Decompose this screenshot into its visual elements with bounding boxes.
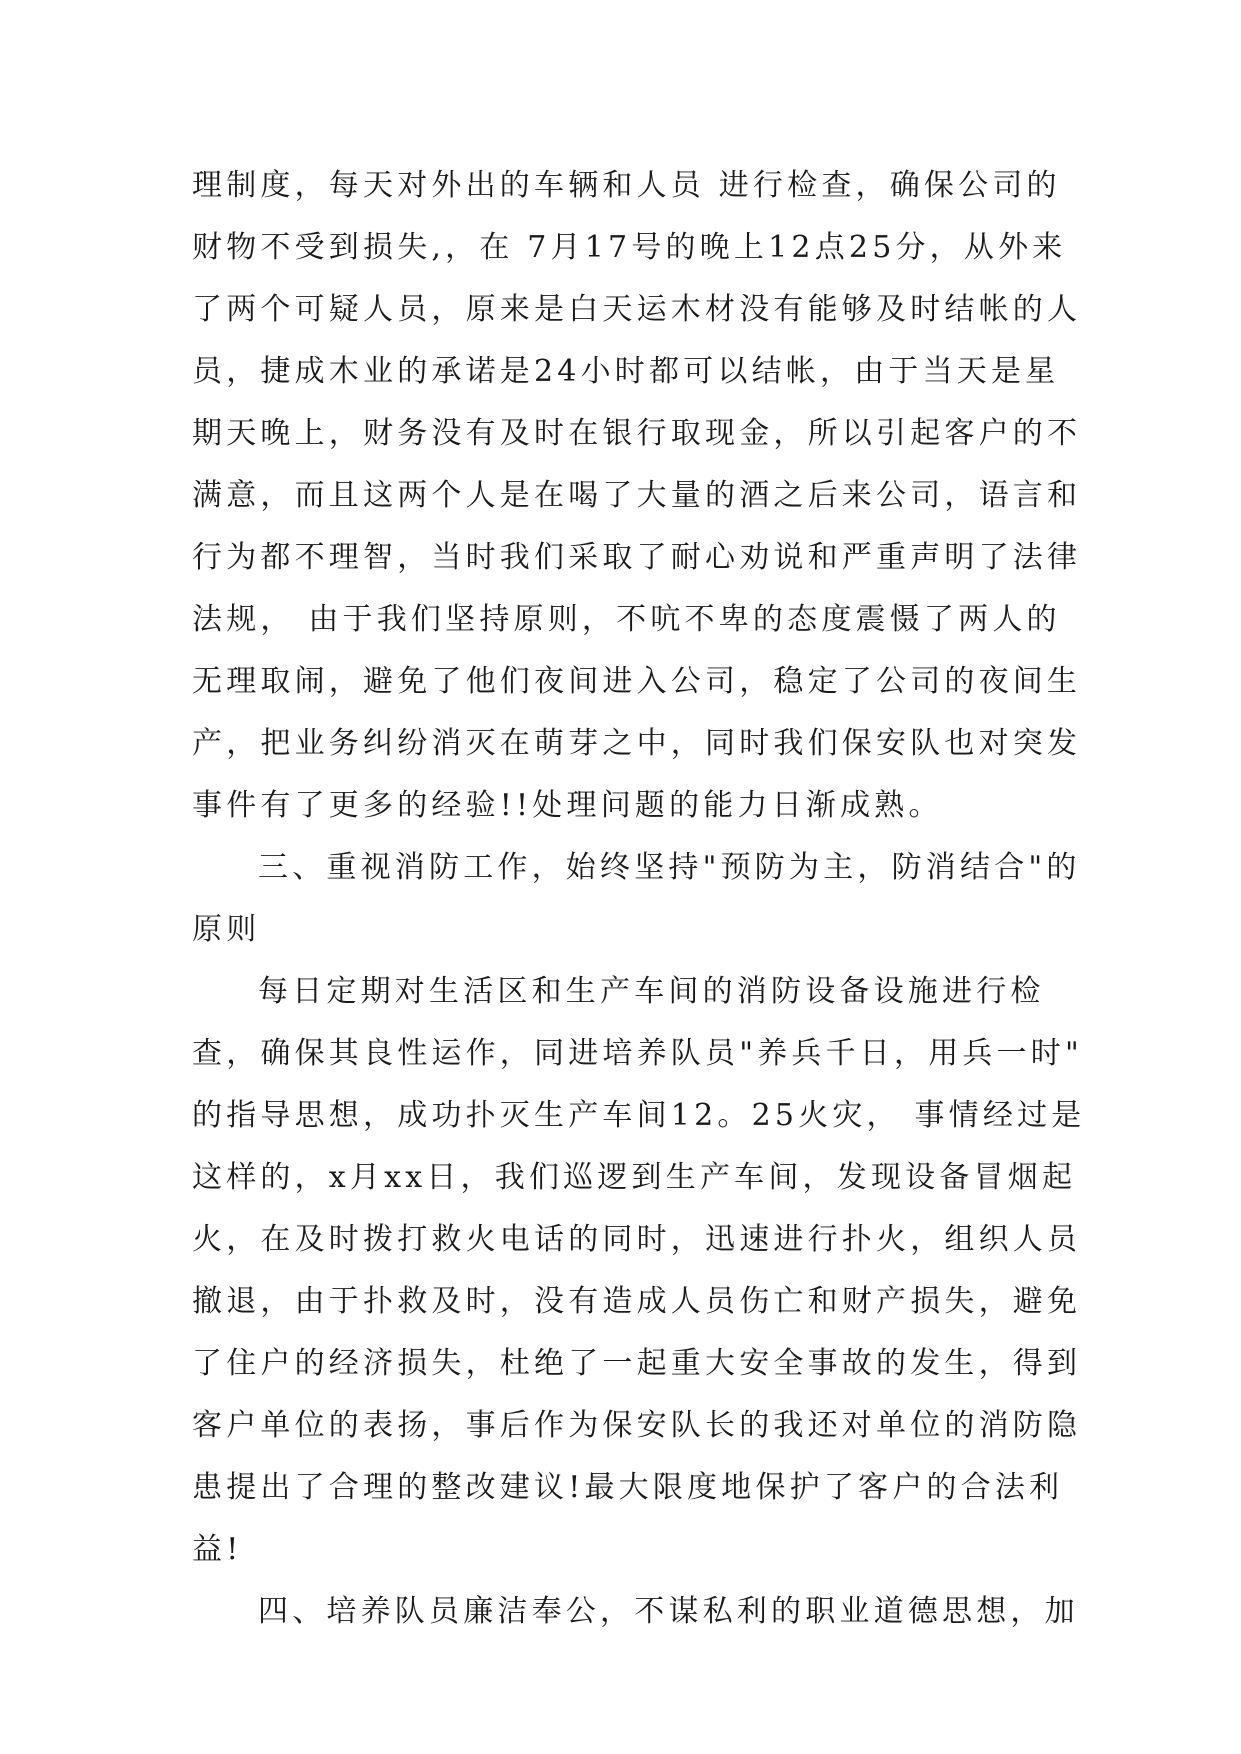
text-line: 查，确保其良性运作，同进培养队员"养兵千日，用兵一时" — [192, 1036, 1083, 1071]
text-line: 无理取闹，避免了他们夜间进入公司，稳定了公司的夜间生 — [192, 664, 1082, 699]
text-line: 这样的，x月xx日，我们巡逻到生产车间，发现设备冒烟起 — [192, 1160, 1077, 1195]
text-line: 益! — [192, 1532, 243, 1567]
text-line: 事件有了更多的经验!!处理问题的能力日渐成熟。 — [192, 788, 943, 823]
text-line: 员，捷成木业的承诺是24小时都可以结帐，由于当天是星 — [192, 354, 1060, 389]
text-line: 理制度，每天对外出的车辆和人员 进行检查，确保公司的 — [192, 168, 1061, 203]
text-line: 患提出了合理的整改建议!最大限度地保护了客户的合法利 — [192, 1470, 1064, 1505]
text-line: 产，把业务纠纷消灭在萌芽之中，同时我们保安队也对突发 — [192, 726, 1082, 761]
text-line: 原则 — [192, 912, 261, 947]
text-line: 了住户的经济损失，杜绝了一起重大安全事故的发生，得到 — [192, 1346, 1082, 1381]
text-line: 行为都不理智，当时我们采取了耐心劝说和严重声明了法律 — [192, 540, 1082, 575]
text-line: 法规， 由于我们坚持原则，不吭不卑的态度震慑了两人的 — [192, 602, 1061, 637]
text-line: 满意，而且这两个人是在喝了大量的酒之后来公司，语言和 — [192, 478, 1082, 513]
section-heading: 三、重视消防工作，始终坚持"预防为主，防消结合"的 — [258, 850, 1081, 885]
section-heading: 四、培养队员廉洁奉公，不谋私利的职业道德思想，加 — [258, 1594, 1079, 1629]
text-line: 客户单位的表扬，事后作为保安队长的我还对单位的消防隐 — [192, 1408, 1082, 1443]
text-line: 火，在及时拨打救火电话的同时，迅速进行扑火，组织人员 — [192, 1222, 1082, 1257]
text-line: 财物不受到损失,，在 7月17号的晚上12点25分，从外来 — [192, 230, 1067, 265]
text-line: 撤退，由于扑救及时，没有造成人员伤亡和财产损失，避免 — [192, 1284, 1082, 1319]
paragraph-start: 每日定期对生活区和生产车间的消防设备设施进行检 — [258, 974, 1045, 1009]
text-line: 的指导思想，成功扑灭生产车间12。25火灾， 事情经过是 — [192, 1098, 1086, 1133]
text-line: 期天晚上，财务没有及时在银行取现金，所以引起客户的不 — [192, 416, 1082, 451]
body-text — [192, 155, 1086, 1643]
text-line: 了两个可疑人员，原来是白天运木材没有能够及时结帐的人 — [192, 292, 1082, 327]
